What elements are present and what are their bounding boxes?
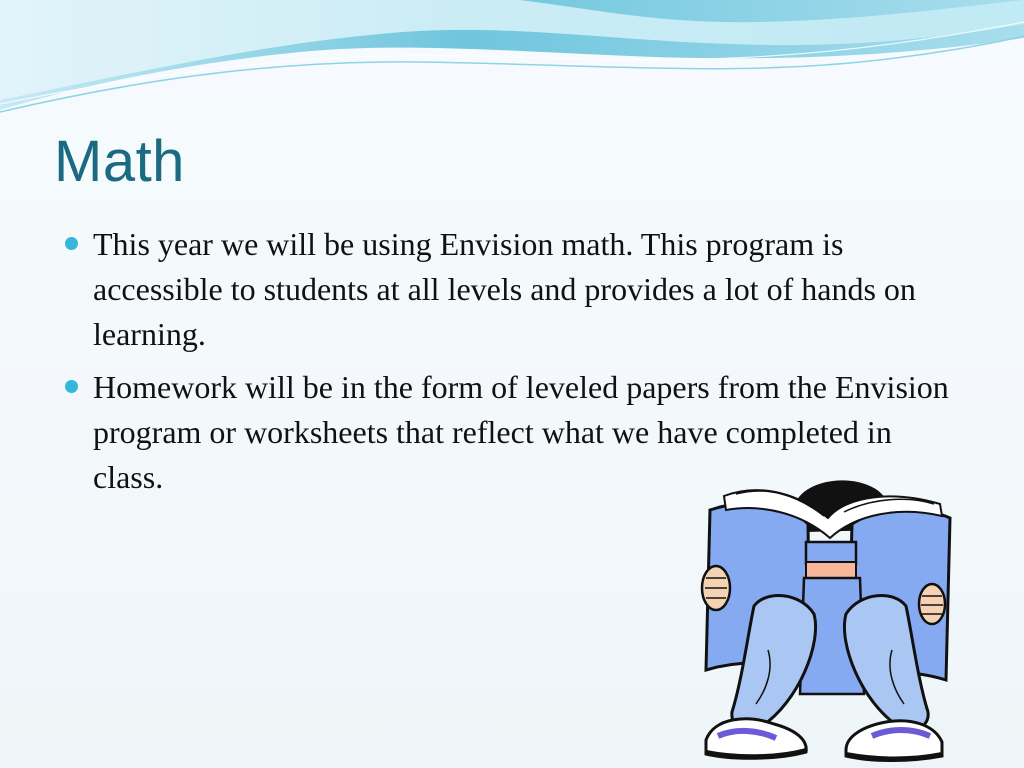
child-reading-book-illustration [696,474,958,764]
header-wave-decoration [0,0,1024,130]
slide-title: Math [54,129,185,194]
bullet-item [62,222,962,357]
bullet-list [62,222,962,508]
bullet-dot-icon [65,380,78,393]
bullet-text: This year we will be using Envision math. This program is accessible to students at all levels and provides a lot of hands on learning. [93,226,916,352]
bullet-dot-icon [65,237,78,250]
bullet-text: Homework will be in the form of leveled papers from the Envision program or worksheets that reflect what we have completed in class. [93,369,949,495]
